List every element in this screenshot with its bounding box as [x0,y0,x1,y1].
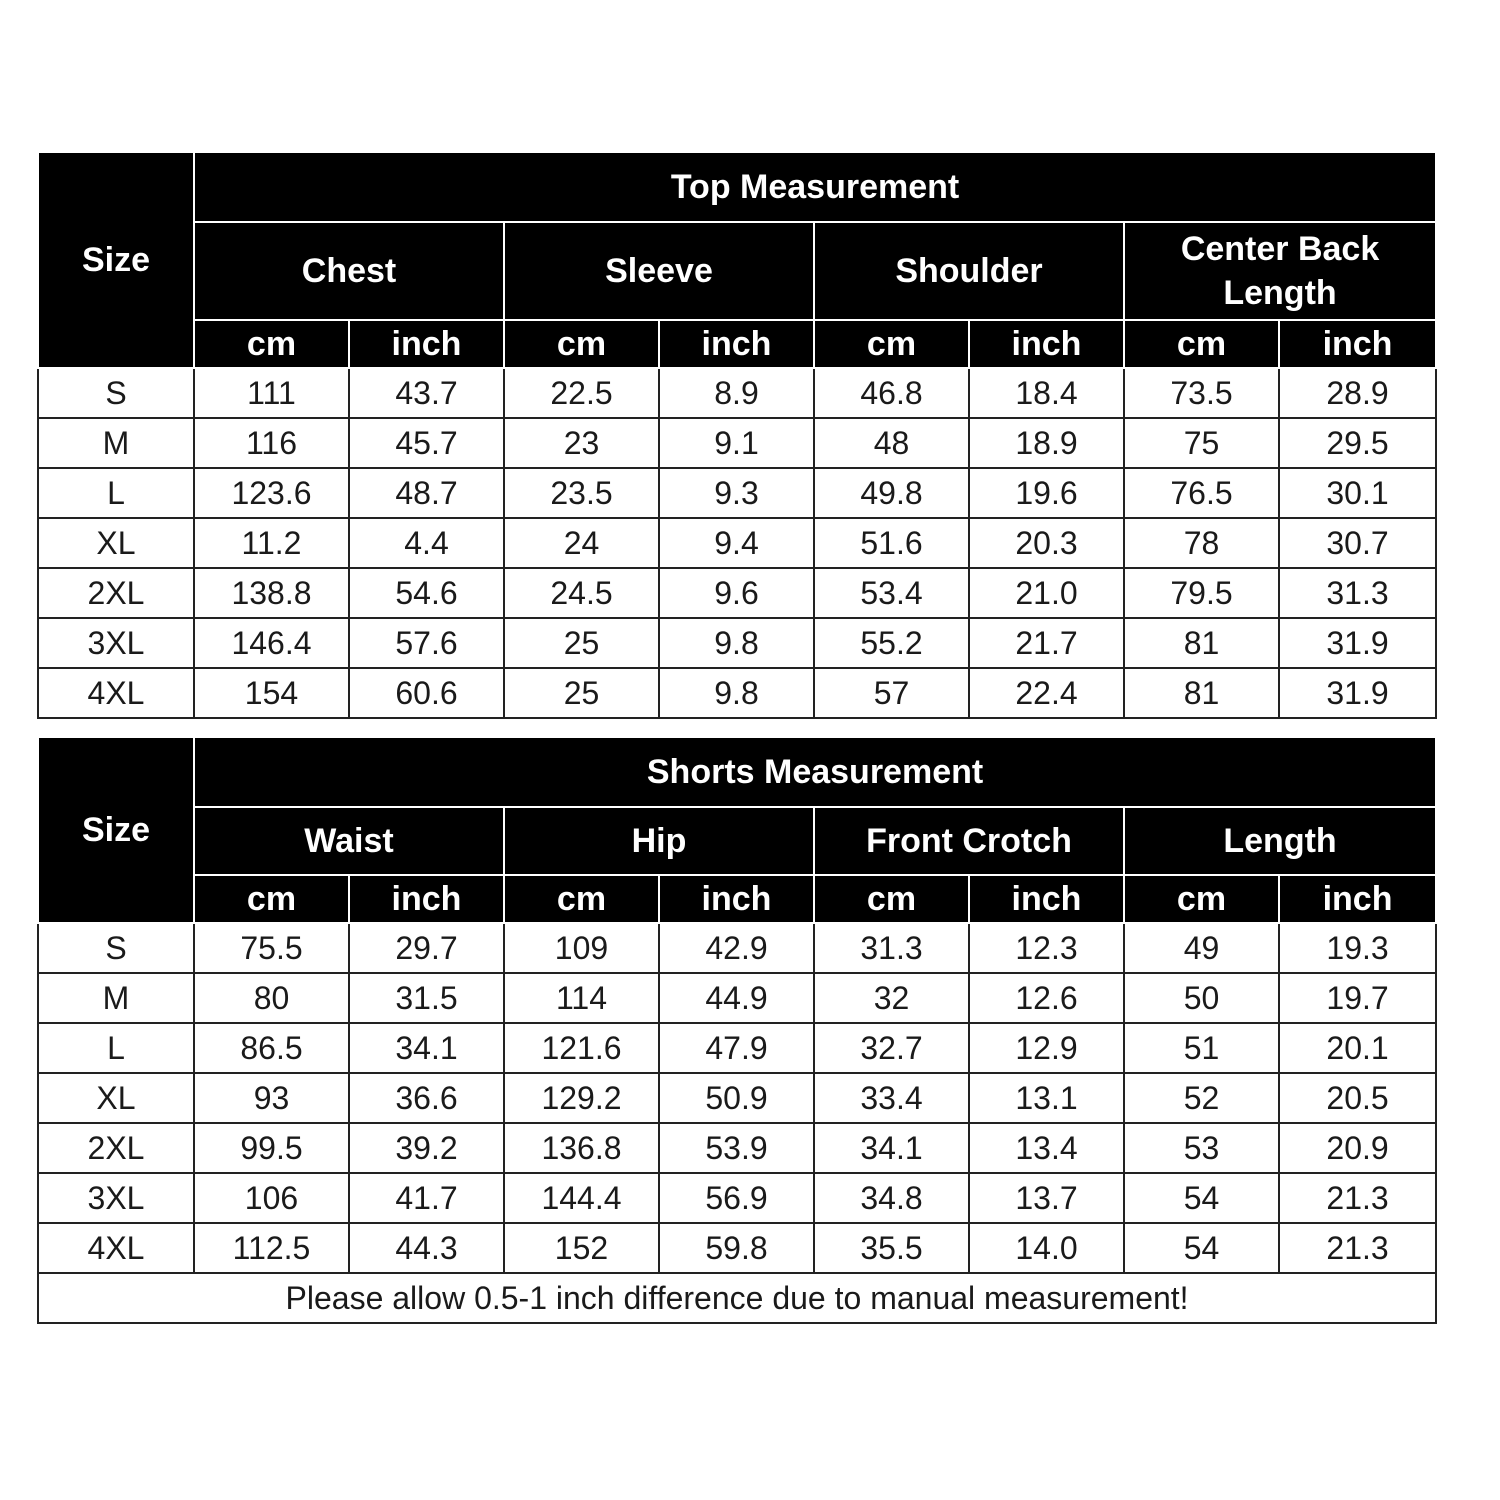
table-cell: 19.7 [1279,973,1436,1023]
table-cell: 11.2 [194,518,349,568]
table-cell: 29.7 [349,923,504,973]
table-cell: 14.0 [969,1223,1124,1273]
unit-header: inch [349,320,504,368]
table-cell: 123.6 [194,468,349,518]
group-header-shoulder: Shoulder [814,222,1124,320]
table-cell: 44.3 [349,1223,504,1273]
table-cell: 86.5 [194,1023,349,1073]
table-cell: 45.7 [349,418,504,468]
table-cell: 106 [194,1173,349,1223]
table-cell: 20.1 [1279,1023,1436,1073]
table-cell: 109 [504,923,659,973]
table-title: Shorts Measurement [194,737,1436,807]
table-cell: 73.5 [1124,368,1279,418]
table-cell: 31.3 [814,923,969,973]
table-cell: 20.9 [1279,1123,1436,1173]
table-cell: 13.1 [969,1073,1124,1123]
table-cell: 81 [1124,618,1279,668]
table-cell: 152 [504,1223,659,1273]
unit-header: cm [504,320,659,368]
table-row [38,568,1436,618]
table-row [38,418,1436,468]
table-cell: 129.2 [504,1073,659,1123]
table-cell: 48 [814,418,969,468]
table-cell: 29.5 [1279,418,1436,468]
table-cell: 54 [1124,1223,1279,1273]
table-cell: 32 [814,973,969,1023]
table-cell: 8.9 [659,368,814,418]
table-cell: 116 [194,418,349,468]
table-cell: 75 [1124,418,1279,468]
table-cell: 46.8 [814,368,969,418]
table-row [38,1223,1436,1273]
table-cell: 30.1 [1279,468,1436,518]
table-cell: 25 [504,618,659,668]
size-cell: XL [38,1073,194,1123]
table-cell: 81 [1124,668,1279,718]
unit-header: cm [194,875,349,923]
table-cell: 31.9 [1279,618,1436,668]
size-cell: S [38,368,194,418]
table-cell: 24 [504,518,659,568]
top-measurement-table [37,151,1437,719]
table-cell: 34.8 [814,1173,969,1223]
table-cell: 53 [1124,1123,1279,1173]
unit-header: inch [969,875,1124,923]
group-header-hip: Hip [504,807,814,875]
size-cell: 4XL [38,668,194,718]
table-cell: 42.9 [659,923,814,973]
table-cell: 53.4 [814,568,969,618]
size-cell: 4XL [38,1223,194,1273]
table-row [38,923,1436,973]
table-cell: 35.5 [814,1223,969,1273]
table-cell: 9.3 [659,468,814,518]
size-cell: M [38,418,194,468]
group-header-center-back-length: Center Back Length [1124,222,1436,320]
unit-header: inch [659,320,814,368]
table-row [38,618,1436,668]
table-cell: 78 [1124,518,1279,568]
table-cell: 34.1 [349,1023,504,1073]
table-cell: 4.4 [349,518,504,568]
table-cell: 9.8 [659,618,814,668]
table-cell: 56.9 [659,1173,814,1223]
table-cell: 144.4 [504,1173,659,1223]
unit-header: cm [1124,320,1279,368]
group-header-chest: Chest [194,222,504,320]
table-cell: 57 [814,668,969,718]
unit-header: inch [969,320,1124,368]
table-cell: 50 [1124,973,1279,1023]
table-cell: 20.5 [1279,1073,1436,1123]
table-cell: 12.6 [969,973,1124,1023]
table-cell: 57.6 [349,618,504,668]
group-header-front-crotch: Front Crotch [814,807,1124,875]
table-cell: 21.3 [1279,1173,1436,1223]
unit-header: inch [1279,320,1436,368]
table-cell: 19.6 [969,468,1124,518]
table-cell: 55.2 [814,618,969,668]
table-cell: 9.6 [659,568,814,618]
table-cell: 93 [194,1073,349,1123]
table-cell: 13.7 [969,1173,1124,1223]
table-cell: 31.3 [1279,568,1436,618]
size-cell: XL [38,518,194,568]
table-cell: 51.6 [814,518,969,568]
table-cell: 76.5 [1124,468,1279,518]
size-cell: S [38,923,194,973]
table-cell: 23 [504,418,659,468]
size-cell: 3XL [38,1173,194,1223]
table-cell: 121.6 [504,1023,659,1073]
table-cell: 60.6 [349,668,504,718]
table-cell: 22.5 [504,368,659,418]
table-cell: 53.9 [659,1123,814,1173]
table-cell: 146.4 [194,618,349,668]
unit-header: inch [659,875,814,923]
unit-header: cm [504,875,659,923]
table-cell: 80 [194,973,349,1023]
table-cell: 21.0 [969,568,1124,618]
table-cell: 20.3 [969,518,1124,568]
top-table-body [38,368,1436,718]
shorts-measurement-table [37,736,1437,1324]
table-cell: 30.7 [1279,518,1436,568]
table-cell: 24.5 [504,568,659,618]
table-cell: 52 [1124,1073,1279,1123]
group-header-sleeve: Sleeve [504,222,814,320]
table-cell: 25 [504,668,659,718]
size-header: Size [38,152,194,368]
table-row [38,368,1436,418]
table-cell: 49 [1124,923,1279,973]
table-row [38,973,1436,1023]
table-cell: 59.8 [659,1223,814,1273]
table-cell: 49.8 [814,468,969,518]
table-cell: 48.7 [349,468,504,518]
table-cell: 41.7 [349,1173,504,1223]
table-cell: 32.7 [814,1023,969,1073]
table-cell: 18.9 [969,418,1124,468]
size-cell: M [38,973,194,1023]
table-cell: 33.4 [814,1073,969,1123]
table-cell: 9.1 [659,418,814,468]
table-cell: 21.3 [1279,1223,1436,1273]
table-cell: 111 [194,368,349,418]
unit-header: cm [194,320,349,368]
table-title: Top Measurement [194,152,1436,222]
table-cell: 79.5 [1124,568,1279,618]
size-cell: 2XL [38,568,194,618]
table-row [38,1073,1436,1123]
table-row [38,668,1436,718]
table-cell: 9.4 [659,518,814,568]
table-cell: 50.9 [659,1073,814,1123]
table-cell: 22.4 [969,668,1124,718]
table-cell: 136.8 [504,1123,659,1173]
table-row [38,468,1436,518]
unit-header: inch [1279,875,1436,923]
table-cell: 31.9 [1279,668,1436,718]
group-header-length: Length [1124,807,1436,875]
table-cell: 13.4 [969,1123,1124,1173]
table-cell: 21.7 [969,618,1124,668]
table-cell: 18.4 [969,368,1124,418]
table-cell: 54.6 [349,568,504,618]
table-cell: 44.9 [659,973,814,1023]
table-cell: 34.1 [814,1123,969,1173]
table-cell: 138.8 [194,568,349,618]
table-cell: 12.3 [969,923,1124,973]
table-cell: 19.3 [1279,923,1436,973]
table-cell: 114 [504,973,659,1023]
unit-header: cm [814,875,969,923]
table-row [38,518,1436,568]
size-cell: 3XL [38,618,194,668]
table-cell: 23.5 [504,468,659,518]
table-cell: 51 [1124,1023,1279,1073]
table-cell: 39.2 [349,1123,504,1173]
size-cell: L [38,468,194,518]
unit-header: cm [1124,875,1279,923]
size-cell: 2XL [38,1123,194,1173]
table-cell: 99.5 [194,1123,349,1173]
table-cell: 154 [194,668,349,718]
size-header: Size [38,737,194,923]
table-cell: 112.5 [194,1223,349,1273]
measurement-note: Please allow 0.5-1 inch difference due to manual measurement! [38,1273,1436,1323]
table-row [38,1023,1436,1073]
table-cell: 9.8 [659,668,814,718]
table-cell: 54 [1124,1173,1279,1223]
table-cell: 43.7 [349,368,504,418]
table-cell: 28.9 [1279,368,1436,418]
table-cell: 31.5 [349,973,504,1023]
size-cell: L [38,1023,194,1073]
table-cell: 12.9 [969,1023,1124,1073]
group-header-waist: Waist [194,807,504,875]
table-row [38,1123,1436,1173]
table-cell: 36.6 [349,1073,504,1123]
table-row [38,1173,1436,1223]
table-cell: 75.5 [194,923,349,973]
unit-header: cm [814,320,969,368]
shorts-table-body [38,923,1436,1273]
unit-header: inch [349,875,504,923]
table-cell: 47.9 [659,1023,814,1073]
